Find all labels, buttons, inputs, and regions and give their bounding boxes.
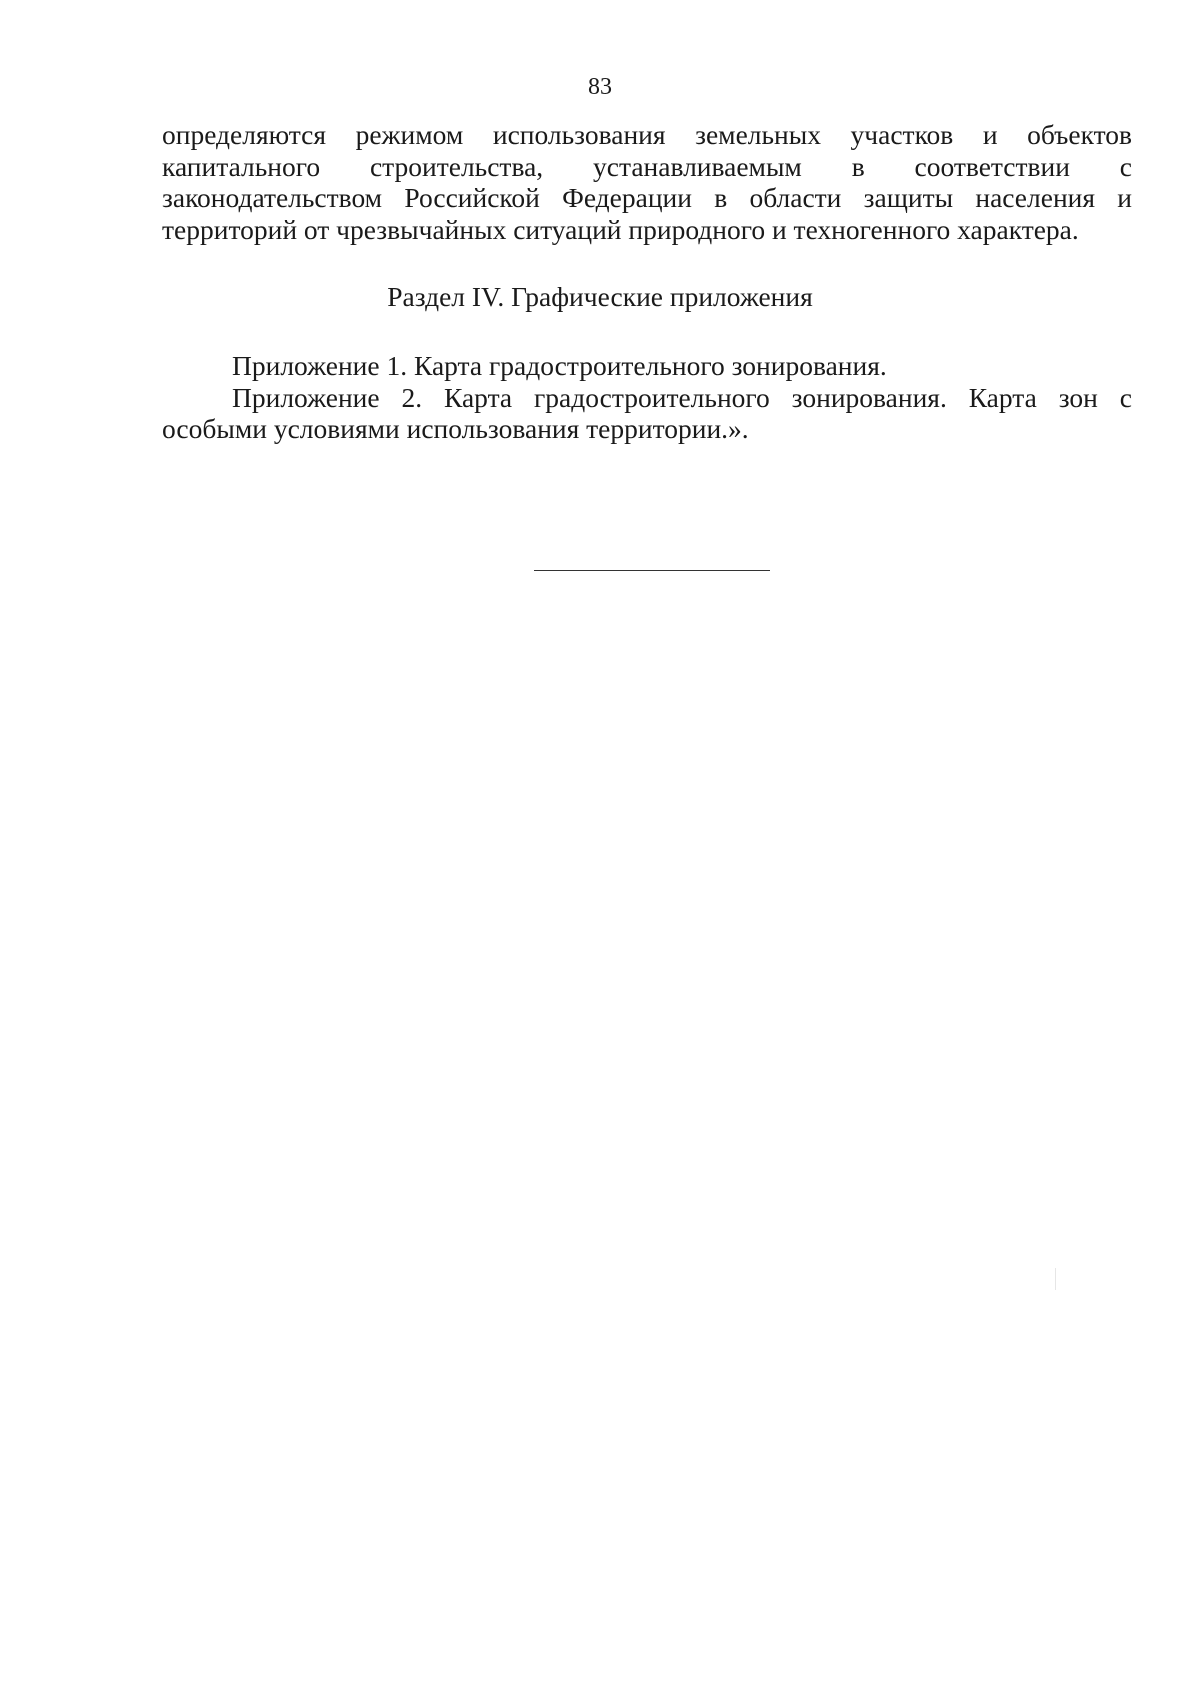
appendix-list	[162, 350, 1132, 445]
paragraph-line-3: законодательством Российской Федерации в области защиты населения и	[162, 182, 1132, 213]
paragraph-line-4: территорий от чрезвычайных ситуаций природного и техногенного характера.	[162, 213, 1079, 245]
appendix-item-2-line-2: особыми условиями использования территории.».	[162, 413, 749, 444]
paragraph-line-2: капитального строительства, устанавливаемым в соответствии с	[162, 150, 1132, 182]
paragraph-text	[162, 119, 1132, 245]
appendix-item-1-text: Приложение 1. Карта градостроительного зонирования.	[232, 350, 887, 381]
continued-paragraph	[162, 119, 1132, 245]
page-number: 83	[588, 74, 612, 100]
paragraph-line-1: определяются режимом использования земельных участков и объектов	[162, 119, 1132, 150]
appendix-item-1	[162, 350, 1132, 382]
end-of-document-rule	[534, 570, 770, 571]
appendix-item-2	[162, 382, 1132, 445]
section-heading: Раздел IV. Графические приложения	[387, 281, 813, 312]
scan-artifact	[1055, 1268, 1056, 1290]
appendix-item-2-line-1: Приложение 2. Карта градостроительного зонирования. Карта зон с	[232, 381, 1132, 413]
